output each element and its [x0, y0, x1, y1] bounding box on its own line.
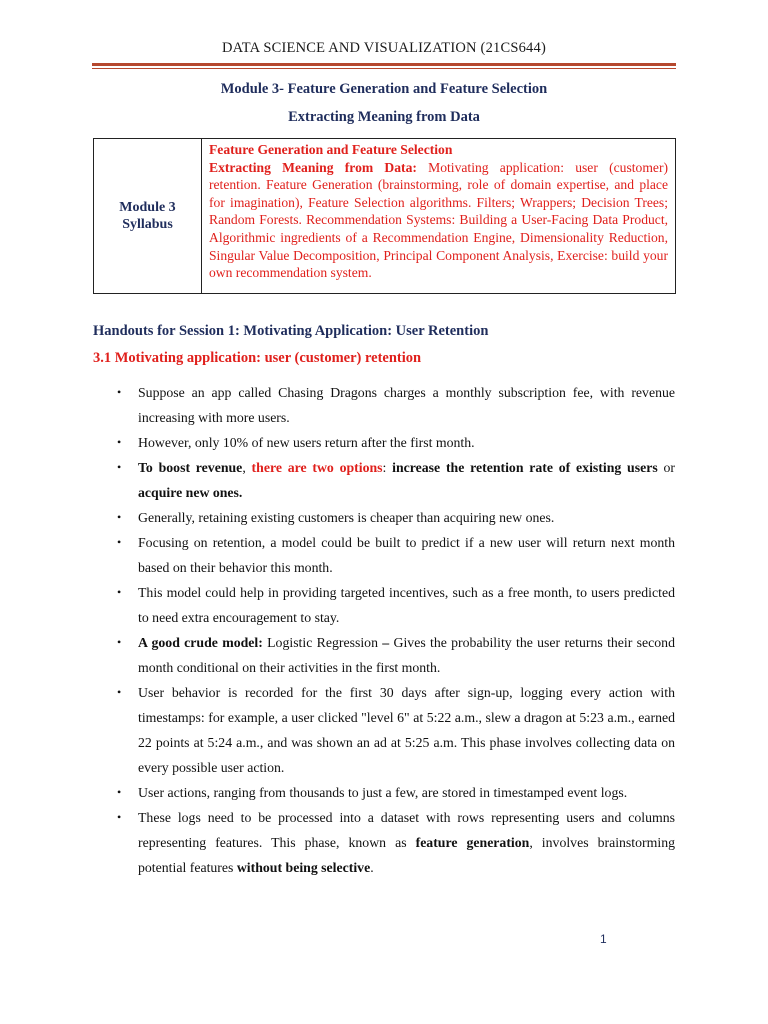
list-item: [117, 630, 675, 680]
syllabus-table: [93, 138, 676, 294]
bullet-icon: •: [117, 585, 122, 599]
bullet-list: [117, 380, 675, 880]
bullet-icon: •: [117, 810, 122, 824]
bullet-text: [138, 810, 675, 875]
bullet-text: Focusing on retention, a model could be built to predict if a new user will return next month based on their behavior this month.: [138, 535, 675, 575]
header-rule-thick: [92, 63, 676, 66]
bold-phrase: A good crude model:: [138, 635, 263, 650]
syllabus-lead: Extracting Meaning from Data:: [209, 159, 417, 175]
bullet-icon: •: [117, 460, 122, 474]
syllabus-content-cell: [202, 139, 675, 293]
bullet-icon: •: [117, 510, 122, 524]
list-item: [117, 505, 675, 530]
list-item: [117, 380, 675, 430]
bold-phrase: increase the retention rate of existing users: [392, 460, 658, 475]
bold-dash: –: [382, 635, 390, 650]
bullet-icon: •: [117, 685, 122, 699]
text-run: or: [657, 460, 675, 475]
bullet-text: However, only 10% of new users return after the first month.: [138, 435, 475, 450]
syllabus-description: [209, 159, 668, 282]
session-heading: Handouts for Session 1: Motivating Application: User Retention: [93, 323, 489, 339]
list-item: [117, 530, 675, 580]
bullet-icon: •: [117, 535, 122, 549]
bullet-icon: •: [117, 385, 122, 399]
bullet-icon: •: [117, 435, 122, 449]
text-run: :: [382, 460, 393, 475]
syllabus-label-syllabus: Syllabus: [122, 217, 173, 232]
module-subtitle: Extracting Meaning from Data: [288, 109, 480, 125]
bold-phrase: feature generation: [415, 835, 530, 850]
bold-phrase: acquire new ones.: [138, 485, 243, 500]
list-item: [117, 455, 675, 505]
running-header: DATA SCIENCE AND VISUALIZATION (21CS644): [222, 40, 546, 56]
text-run: Gives the probability the user returns their second month conditional on their activities in the first month.: [138, 635, 675, 675]
bullet-text: This model could help in providing targeted incentives, such as a free month, to users predicted to need extra encouragement to stay.: [138, 585, 675, 625]
bullet-text: User actions, ranging from thousands to just a few, are stored in timestamped event logs.: [138, 785, 628, 800]
syllabus-heading: Feature Generation and Feature Selection: [209, 142, 453, 157]
list-item: [117, 430, 675, 455]
module-title: Module 3- Feature Generation and Feature Selection: [220, 81, 548, 97]
syllabus-label-cell: [94, 139, 202, 293]
text-run: .: [370, 860, 374, 875]
section-heading: 3.1 Motivating application: user (customer) retention: [93, 350, 422, 366]
bullet-text: User behavior is recorded for the first 30 days after sign-up, logging every action with timestamps: for example, a user clicked "level 6" at 5:22 a.m., slew a dragon at 5:23 a.m., earned 22 points at 5:24 a.m., and was shown an ad at 5:25 a.m. This phase involves collecting data on every possible user action.: [138, 685, 675, 775]
list-item: [117, 805, 675, 880]
text-run: Logistic Regression: [262, 635, 383, 650]
list-item: [117, 680, 675, 780]
text-run: , involves brainstorming potential features: [138, 835, 675, 875]
bold-phrase: without being selective: [236, 860, 371, 875]
page-number: 1: [600, 932, 607, 946]
bold-phrase: To boost revenue: [138, 460, 243, 475]
text-run: ,: [242, 460, 252, 475]
syllabus-body: Motivating application: user (customer) retention. Feature Generation (brainstorming, role of domain expertise, and place for imagination), Feature Selection algorithms. Filters; Wrappers; Decision Trees; Random Forests. Recommendation Systems: Building a User-Facing Data Product, Algorithmic ingredients of a Recommendation Engine, Dimensionality Reduction, Singular Value Decomposition, Principal Component Analysis, Exercise: build your own recommendation system.: [209, 159, 668, 281]
bullet-icon: •: [117, 785, 122, 799]
syllabus-label-module: Module 3: [119, 200, 176, 215]
bullet-text: Suppose an app called Chasing Dragons charges a monthly subscription fee, with revenue increasing with more users.: [138, 385, 675, 425]
header-rule-thin: [92, 68, 676, 69]
bullet-text: [138, 460, 675, 500]
bullet-text: [138, 635, 675, 675]
red-phrase: there are two options: [251, 460, 383, 475]
list-item: [117, 780, 675, 805]
text-run: These logs need to be processed into a dataset with rows representing users and columns representing features. This phase, known as: [138, 810, 675, 850]
bullet-text: Generally, retaining existing customers is cheaper than acquiring new ones.: [138, 510, 555, 525]
bullet-icon: •: [117, 635, 122, 649]
list-item: [117, 580, 675, 630]
